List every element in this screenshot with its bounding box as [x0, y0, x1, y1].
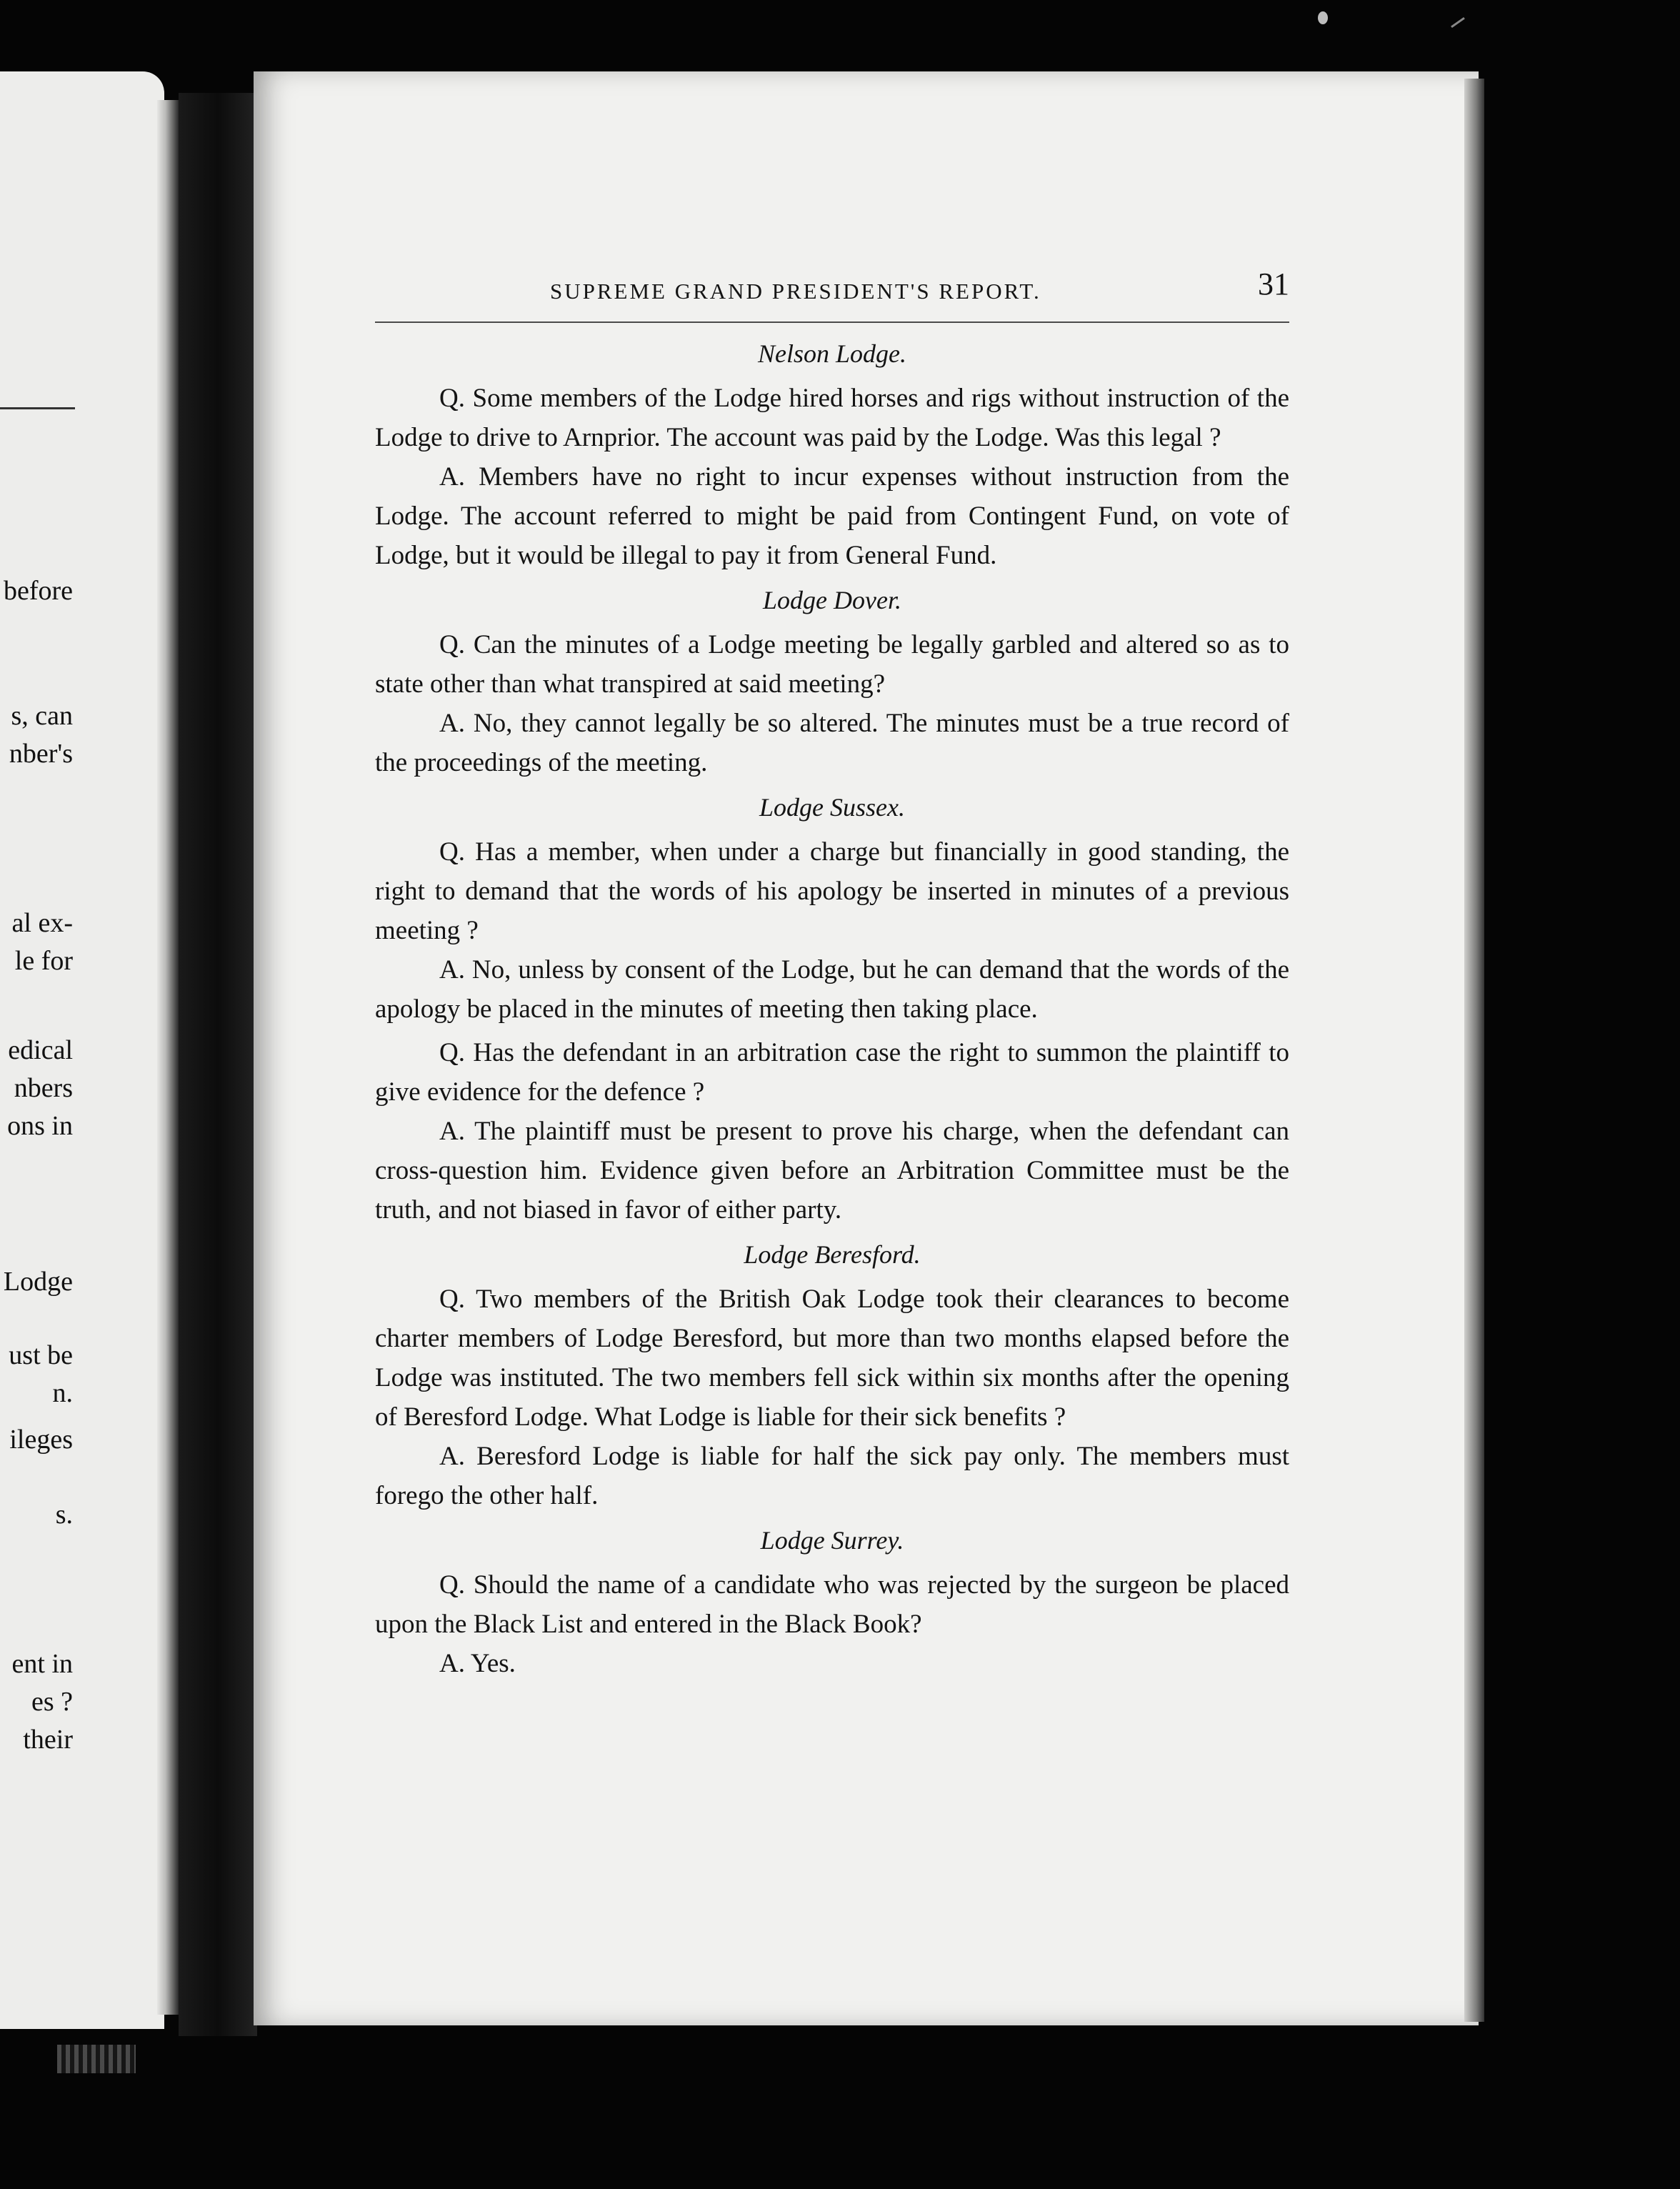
film-scratch — [1451, 17, 1465, 28]
left-fragment: ons in — [7, 1111, 73, 1141]
answer-paragraph: A. The plaintiff must be present to prove his charge, when the defendant can cross-question him. Evidence given before an Arbitration Committee must be the truth, and not biased in favor of either party. — [375, 1117, 1289, 1225]
answer-paragraph: A. No, they cannot legally be so altered. The minutes must be a true record of the proceedings of the meeting. — [375, 709, 1289, 777]
header-rule — [375, 321, 1289, 323]
page-header — [375, 264, 1289, 321]
left-page-edge — [157, 100, 179, 2015]
section-lodge-sussex — [375, 792, 1289, 1230]
left-fragment: ent in — [11, 1649, 73, 1679]
question-paragraph: Q. Has a member, when under a charge but financially in good standing, the right to demand that the words of his apology be inserted in minutes of a previous meeting ? — [375, 837, 1289, 945]
section-title: Nelson Lodge. — [757, 339, 906, 368]
page-edge — [1464, 79, 1484, 2022]
running-head: SUPREME GRAND PRESIDENT'S REPORT. — [550, 279, 1041, 304]
question-paragraph: Q. Should the name of a candidate who was rejected by the surgeon be placed upon the Black List and entered in the Black Book? — [375, 1570, 1289, 1639]
left-fragment: their — [23, 1725, 73, 1755]
left-fragment: s. — [55, 1500, 73, 1530]
answer-paragraph: A. Beresford Lodge is liable for half the sick pay only. The members must forego the other half. — [375, 1442, 1289, 1510]
left-fragment: nbers — [14, 1073, 73, 1103]
answer-paragraph: A. No, unless by consent of the Lodge, but he can demand that the words of the apology be placed in the minutes of meeting then taking place. — [375, 955, 1289, 1024]
left-fragment: es ? — [31, 1687, 73, 1717]
section-title: Lodge Sussex. — [759, 793, 905, 822]
left-fragment: al ex- — [11, 908, 73, 938]
question-paragraph: Q. Has the defendant in an arbitration case the right to summon the plaintiff to give evidence for the defence ? — [375, 1038, 1289, 1107]
left-fragment: Lodge — [3, 1267, 73, 1297]
film-speck — [1318, 11, 1328, 24]
left-fragment: n. — [52, 1378, 73, 1408]
left-fragment: ust be — [9, 1340, 73, 1370]
section-title: Lodge Beresford. — [744, 1240, 921, 1269]
left-fragment: s, can — [11, 701, 73, 731]
answer-paragraph: A. Yes. — [439, 1649, 516, 1678]
answer-paragraph: A. Members have no right to incur expenses without instruction from the Lodge. The account referred to might be paid from Contingent Fund, on vote of Lodge, but it would be illegal to pay it from General Fund. — [375, 462, 1289, 570]
left-page-fragments — [0, 71, 164, 2029]
page-content — [375, 264, 1289, 1687]
question-paragraph: Q. Can the minutes of a Lodge meeting be legally garbled and altered so as to state other than what transpired at said meeting? — [375, 630, 1289, 699]
section-lodge-dover — [375, 585, 1289, 782]
page-number: 31 — [1258, 266, 1289, 301]
left-fragment: edical — [8, 1035, 73, 1065]
question-paragraph: Q. Two members of the British Oak Lodge took their clearances to become charter members of Lodge Beresford, but more than two months elapsed before the Lodge was instituted. The two members fell sick within six months after the opening of Beresford Lodge. What Lodge is liable for their sick benefits ? — [375, 1285, 1289, 1432]
left-fragment: ileges — [9, 1425, 73, 1455]
left-fragment: nber's — [9, 739, 73, 769]
book-page — [254, 71, 1479, 2025]
left-fragment: le for — [14, 946, 73, 976]
section-title: Lodge Surrey. — [760, 1526, 904, 1555]
section-nelson-lodge — [375, 339, 1289, 575]
section-title: Lodge Dover. — [763, 586, 901, 614]
section-lodge-surrey — [375, 1525, 1289, 1683]
left-fragment: before — [3, 576, 73, 606]
question-paragraph: Q. Some members of the Lodge hired horses and rigs without instruction of the Lodge to drive to Arnprior. The account was paid by the Lodge. Was this legal ? — [375, 384, 1289, 452]
section-lodge-beresford — [375, 1240, 1289, 1515]
book-gutter — [179, 93, 257, 2036]
binding-stitching — [57, 2045, 136, 2073]
left-facing-page — [0, 71, 164, 2029]
